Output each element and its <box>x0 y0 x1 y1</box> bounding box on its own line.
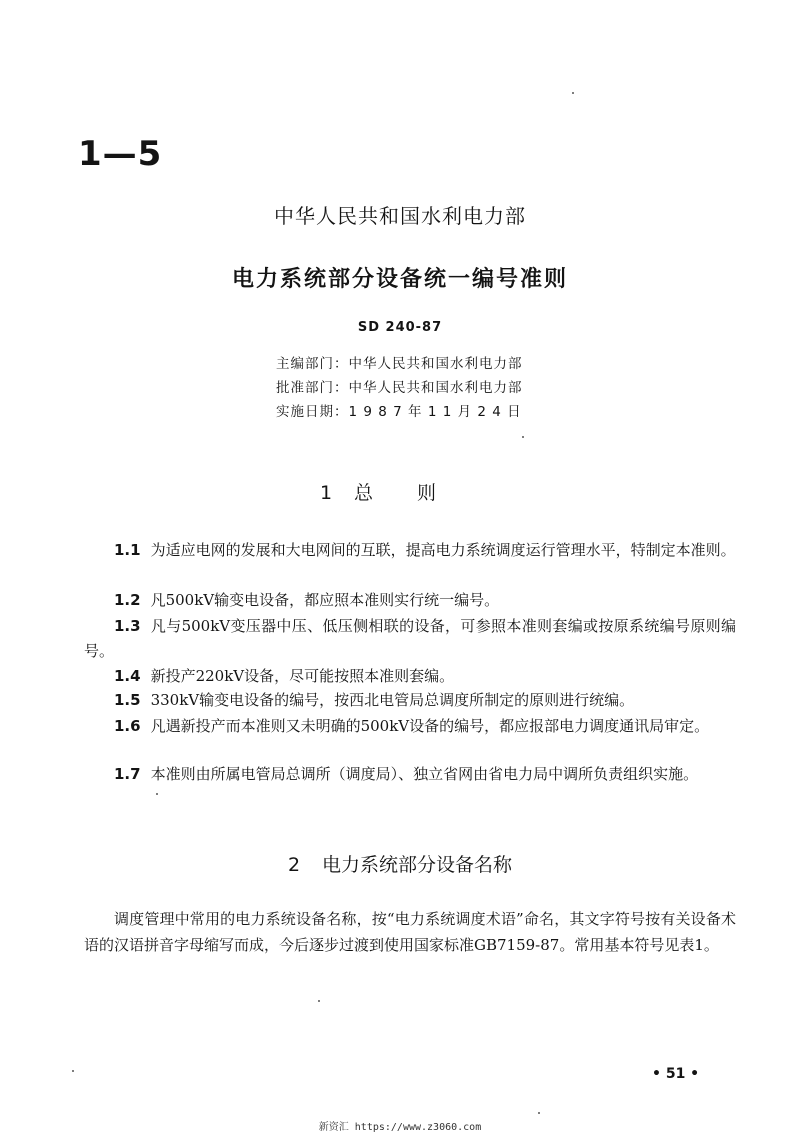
effective-date: 实施日期：1 9 8 7 年 1 1 月 2 4 日 <box>276 404 522 420</box>
clause-text: 本准则由所属电管局总调所（调度局）、独立省网由省电力局中调所负责组织实施。 <box>150 765 699 783</box>
section2-paragraph: 调度管理中常用的电力系统设备名称，按“电力系统调度术语”命名，其文字符号按有关设备术语的汉语拼音字母缩写而成，今后逐步过渡到使用国家标准GB7159-87。常用基本符号见表1。 <box>84 910 736 954</box>
section1-heading <box>0 478 800 505</box>
editor-dept: 主编部门：中华人民共和国水利电力部 <box>276 356 523 372</box>
clause-number: 1.5 <box>114 691 141 709</box>
clause-text: 凡500kV输变电设备，都应照本准则实行统一编号。 <box>150 591 500 609</box>
clause-1-4 <box>84 664 736 689</box>
clause-number: 1.2 <box>114 591 141 609</box>
scan-speck <box>522 436 524 438</box>
clause-number: 1.7 <box>114 765 141 783</box>
clause-text: 凡遇新投产而本准则又未明确的500kV设备的编号，都应报部电力调度通讯局审定。 <box>150 717 710 735</box>
clause-text: 新投产220kV设备，尽可能按照本准则套编。 <box>150 667 455 685</box>
section2-title: 电力系统部分设备名称 <box>322 854 513 876</box>
scan-speck <box>538 1112 540 1114</box>
section1-number: 1 <box>319 482 333 504</box>
section2-heading <box>0 850 800 877</box>
clause-1-6 <box>84 714 736 739</box>
clause-1-1 <box>84 538 736 563</box>
section1-title: 总则 <box>354 482 481 504</box>
clause-text: 凡与500kV变压器中压、低压侧相联的设备，可参照本准则套编或按原系统编号原则编号。 <box>84 617 736 660</box>
scan-speck <box>318 1000 320 1002</box>
clause-number: 1.4 <box>114 667 141 685</box>
approver-dept: 批准部门：中华人民共和国水利电力部 <box>276 380 523 396</box>
clause-1-2 <box>84 588 736 613</box>
document-title: 电力系统部分设备统一编号准则 <box>231 267 568 292</box>
clause-number: 1.3 <box>114 617 141 635</box>
clause-1-7 <box>84 762 736 787</box>
scan-speck <box>72 1070 74 1072</box>
clause-number: 1.1 <box>114 541 141 559</box>
ministry-name: 中华人民共和国水利电力部 <box>274 204 526 228</box>
standard-code: SD 240-87 <box>357 320 443 335</box>
page-number: • 51 • <box>652 1066 700 1082</box>
section-number: 1—5 <box>78 134 163 174</box>
scan-speck <box>572 92 574 94</box>
clause-text: 330kV输变电设备的编号，按西北电管局总调度所制定的原则进行统编。 <box>150 691 635 709</box>
clause-text: 为适应电网的发展和大电网间的互联，提高电力系统调度运行管理水平，特制定本准则。 <box>150 541 736 559</box>
clause-number: 1.6 <box>114 717 141 735</box>
section2-number: 2 <box>287 854 301 876</box>
source-footer: 新资汇 https://www.z3060.com <box>318 1122 482 1133</box>
clause-1-3 <box>84 614 736 664</box>
scan-speck <box>156 793 158 795</box>
clause-1-5 <box>84 688 736 713</box>
